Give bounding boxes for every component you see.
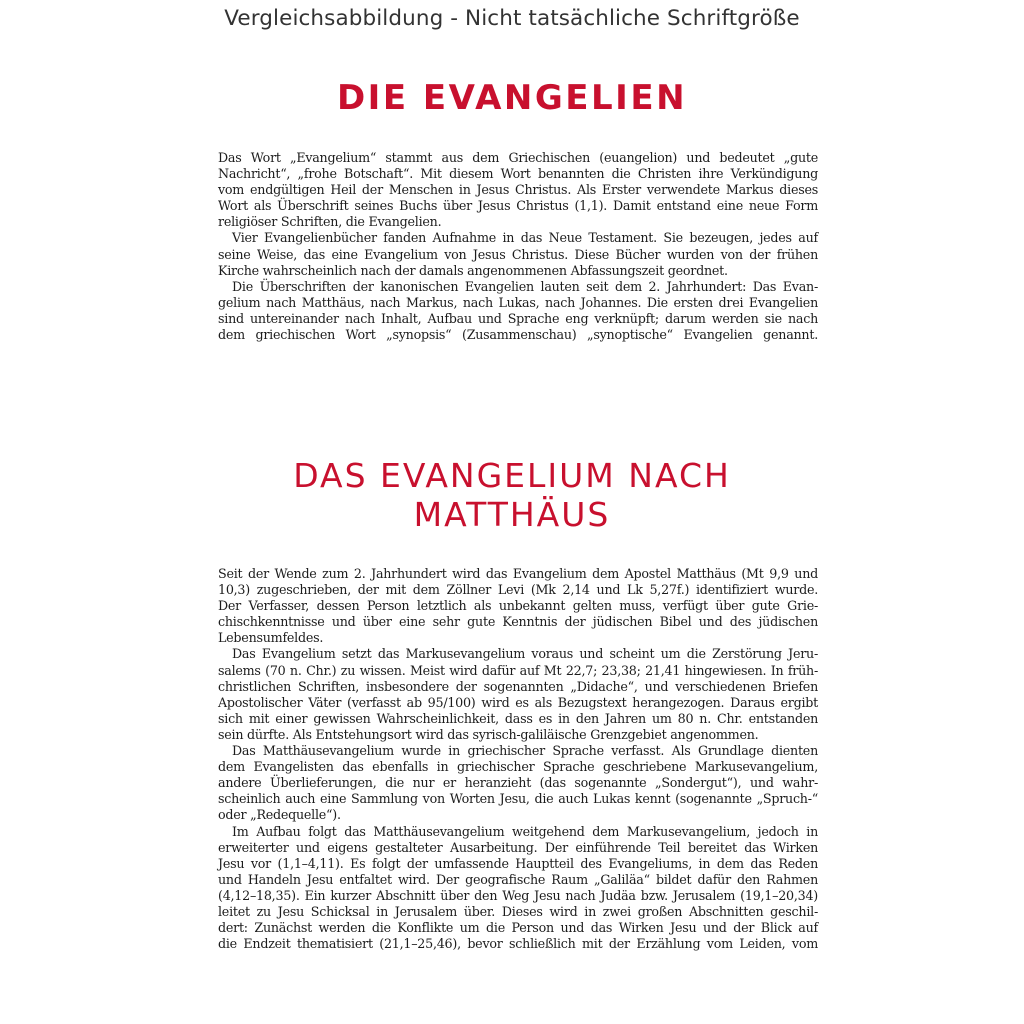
- text-line: andere Überlieferungen, die nur er heranzieht (das sogenannte „Sondergut“), und wahr-: [218, 775, 818, 791]
- text-line: sein dürfte. Als Entstehungsort wird das syrisch-galiläische Grenzgebiet angenommen.: [218, 726, 759, 742]
- body-text-matthaeus: [218, 566, 818, 952]
- body-text-evangelien: [218, 150, 818, 343]
- text-line: religiöser Schriften, die Evangelien.: [218, 214, 442, 230]
- text-line: Wort als Überschrift seines Buchs über Jesus Christus (1,1). Damit entstand eine neue Form: [218, 198, 818, 214]
- text-line: Vier Evangelienbücher fanden Aufnahme in das Neue Testament. Sie bezeugen, jedes auf: [232, 230, 818, 246]
- text-line: die Endzeit thematisiert (21,1–25,46), bevor schließlich mit der Erzählung vom Leiden, vom: [218, 936, 818, 952]
- text-line: dem griechischen Wort „synopsis“ (Zusammenschau) „synoptische“ Evangelien genannt.: [218, 327, 818, 343]
- text-line: (4,12–18,35). Ein kurzer Abschnitt über den Weg Jesu nach Judäa bzw. Jerusalem (19,1–20,34): [218, 887, 818, 903]
- comparison-caption: Vergleichsabbildung - Nicht tatsächliche Schriftgröße: [224, 6, 800, 31]
- text-line: Der Verfasser, dessen Person letztlich als unbekannt gelten muss, verfügt über gute Grie-: [218, 598, 818, 614]
- text-line: Seit der Wende zum 2. Jahrhundert wird das Evangelium dem Apostel Matthäus (Mt 9,9 und: [218, 566, 818, 581]
- text-line: oder „Redequelle“).: [218, 807, 341, 823]
- text-line: Das Wort „Evangelium“ stammt aus dem Griechischen (euangelion) und bedeutet „gute: [218, 150, 818, 165]
- text-line: Die Überschriften der kanonischen Evangelien lauten seit dem 2. Jahrhundert: Das Evan-: [232, 278, 818, 294]
- text-line: Apostolischer Väter (verfasst ab 95/100) wird es als Bezugstext herangezogen. Daraus ergibt: [218, 694, 818, 710]
- text-line: Im Aufbau folgt das Matthäusevangelium weitgehend dem Markusevangelium, jedoch in: [232, 823, 818, 839]
- text-line: salems (70 n. Chr.) zu wissen. Meist wird dafür auf Mt 22,7; 23,38; 21,41 hingewiesen. In früh-: [218, 662, 818, 678]
- text-line: seine Weise, das eine Evangelium von Jesus Christus. Diese Bücher wurden von der frühen: [218, 246, 818, 262]
- section-title-matthaeus: [0, 456, 1024, 534]
- text-line: sind untereinander nach Inhalt, Aufbau und Sprache eng verknüpft; darum werden sie nach: [218, 310, 818, 326]
- text-line: dem Evangelisten das ebenfalls in griechischer Sprache geschriebene Markusevangelium,: [218, 759, 818, 775]
- text-line: scheinlich auch eine Sammlung von Worten Jesu, die auch Lukas kennt (sogenannte „Spruch-“: [218, 791, 818, 807]
- text-line: Kirche wahrscheinlich nach der damals angenommenen Abfassungszeit geordnet.: [218, 262, 728, 278]
- text-line: dert: Zunächst werden die Konflikte um die Person und das Wirken Jesu und der Blick auf: [218, 920, 818, 936]
- section-title-line: DAS EVANGELIUM NACH: [293, 456, 731, 495]
- section-title-evangelien: DIE EVANGELIEN: [336, 78, 688, 118]
- text-line: Das Matthäusevangelium wurde in griechischer Sprache verfasst. Als Grundlage dienten: [232, 743, 818, 759]
- text-line: leitet zu Jesu Schicksal in Jerusalem über. Dieses wird in zwei großen Abschnitten geschil-: [218, 903, 818, 919]
- text-line: erweiterter und eigens gestalteter Ausarbeitung. Der einführende Teil bereitet das Wirken: [218, 839, 818, 855]
- text-line: christlichen Schriften, insbesondere der sogenannten „Didache“, und verschiedenen Briefen: [218, 678, 818, 694]
- section-title-line: MATTHÄUS: [413, 495, 611, 534]
- text-line: Jesu vor (1,1–4,11). Es folgt der umfassende Hauptteil des Evangeliums, in dem das Reden: [218, 855, 818, 871]
- text-line: Das Evangelium setzt das Markusevangelium voraus und scheint um die Zerstörung Jeru-: [232, 646, 818, 662]
- text-line: und Handeln Jesu entfaltet wird. Der geografische Raum „Galiläa“ bildet dafür den Rahmen: [218, 871, 818, 887]
- text-line: 10,3) zugeschrieben, der mit dem Zöllner Levi (Mk 2,14 und Lk 5,27f.) identifiziert wurde.: [218, 582, 818, 598]
- text-line: gelium nach Matthäus, nach Markus, nach Lukas, nach Johannes. Die ersten drei Evangelien: [218, 294, 818, 310]
- text-line: vom endgültigen Heil der Menschen in Jesus Christus. Als Erster verwendete Markus dieses: [218, 182, 818, 198]
- text-line: chischkenntnisse und über eine sehr gute Kenntnis der jüdischen Bibel und des jüdischen: [218, 614, 818, 630]
- text-line: Nachricht“, „frohe Botschaft“. Mit diesem Wort benannten die Christen ihre Verkündigung: [218, 166, 818, 182]
- text-line: sich mit einer gewissen Wahrscheinlichkeit, dass es in den Jahren um 80 n. Chr. entstanden: [218, 710, 818, 726]
- text-line: Lebensumfeldes.: [218, 630, 324, 646]
